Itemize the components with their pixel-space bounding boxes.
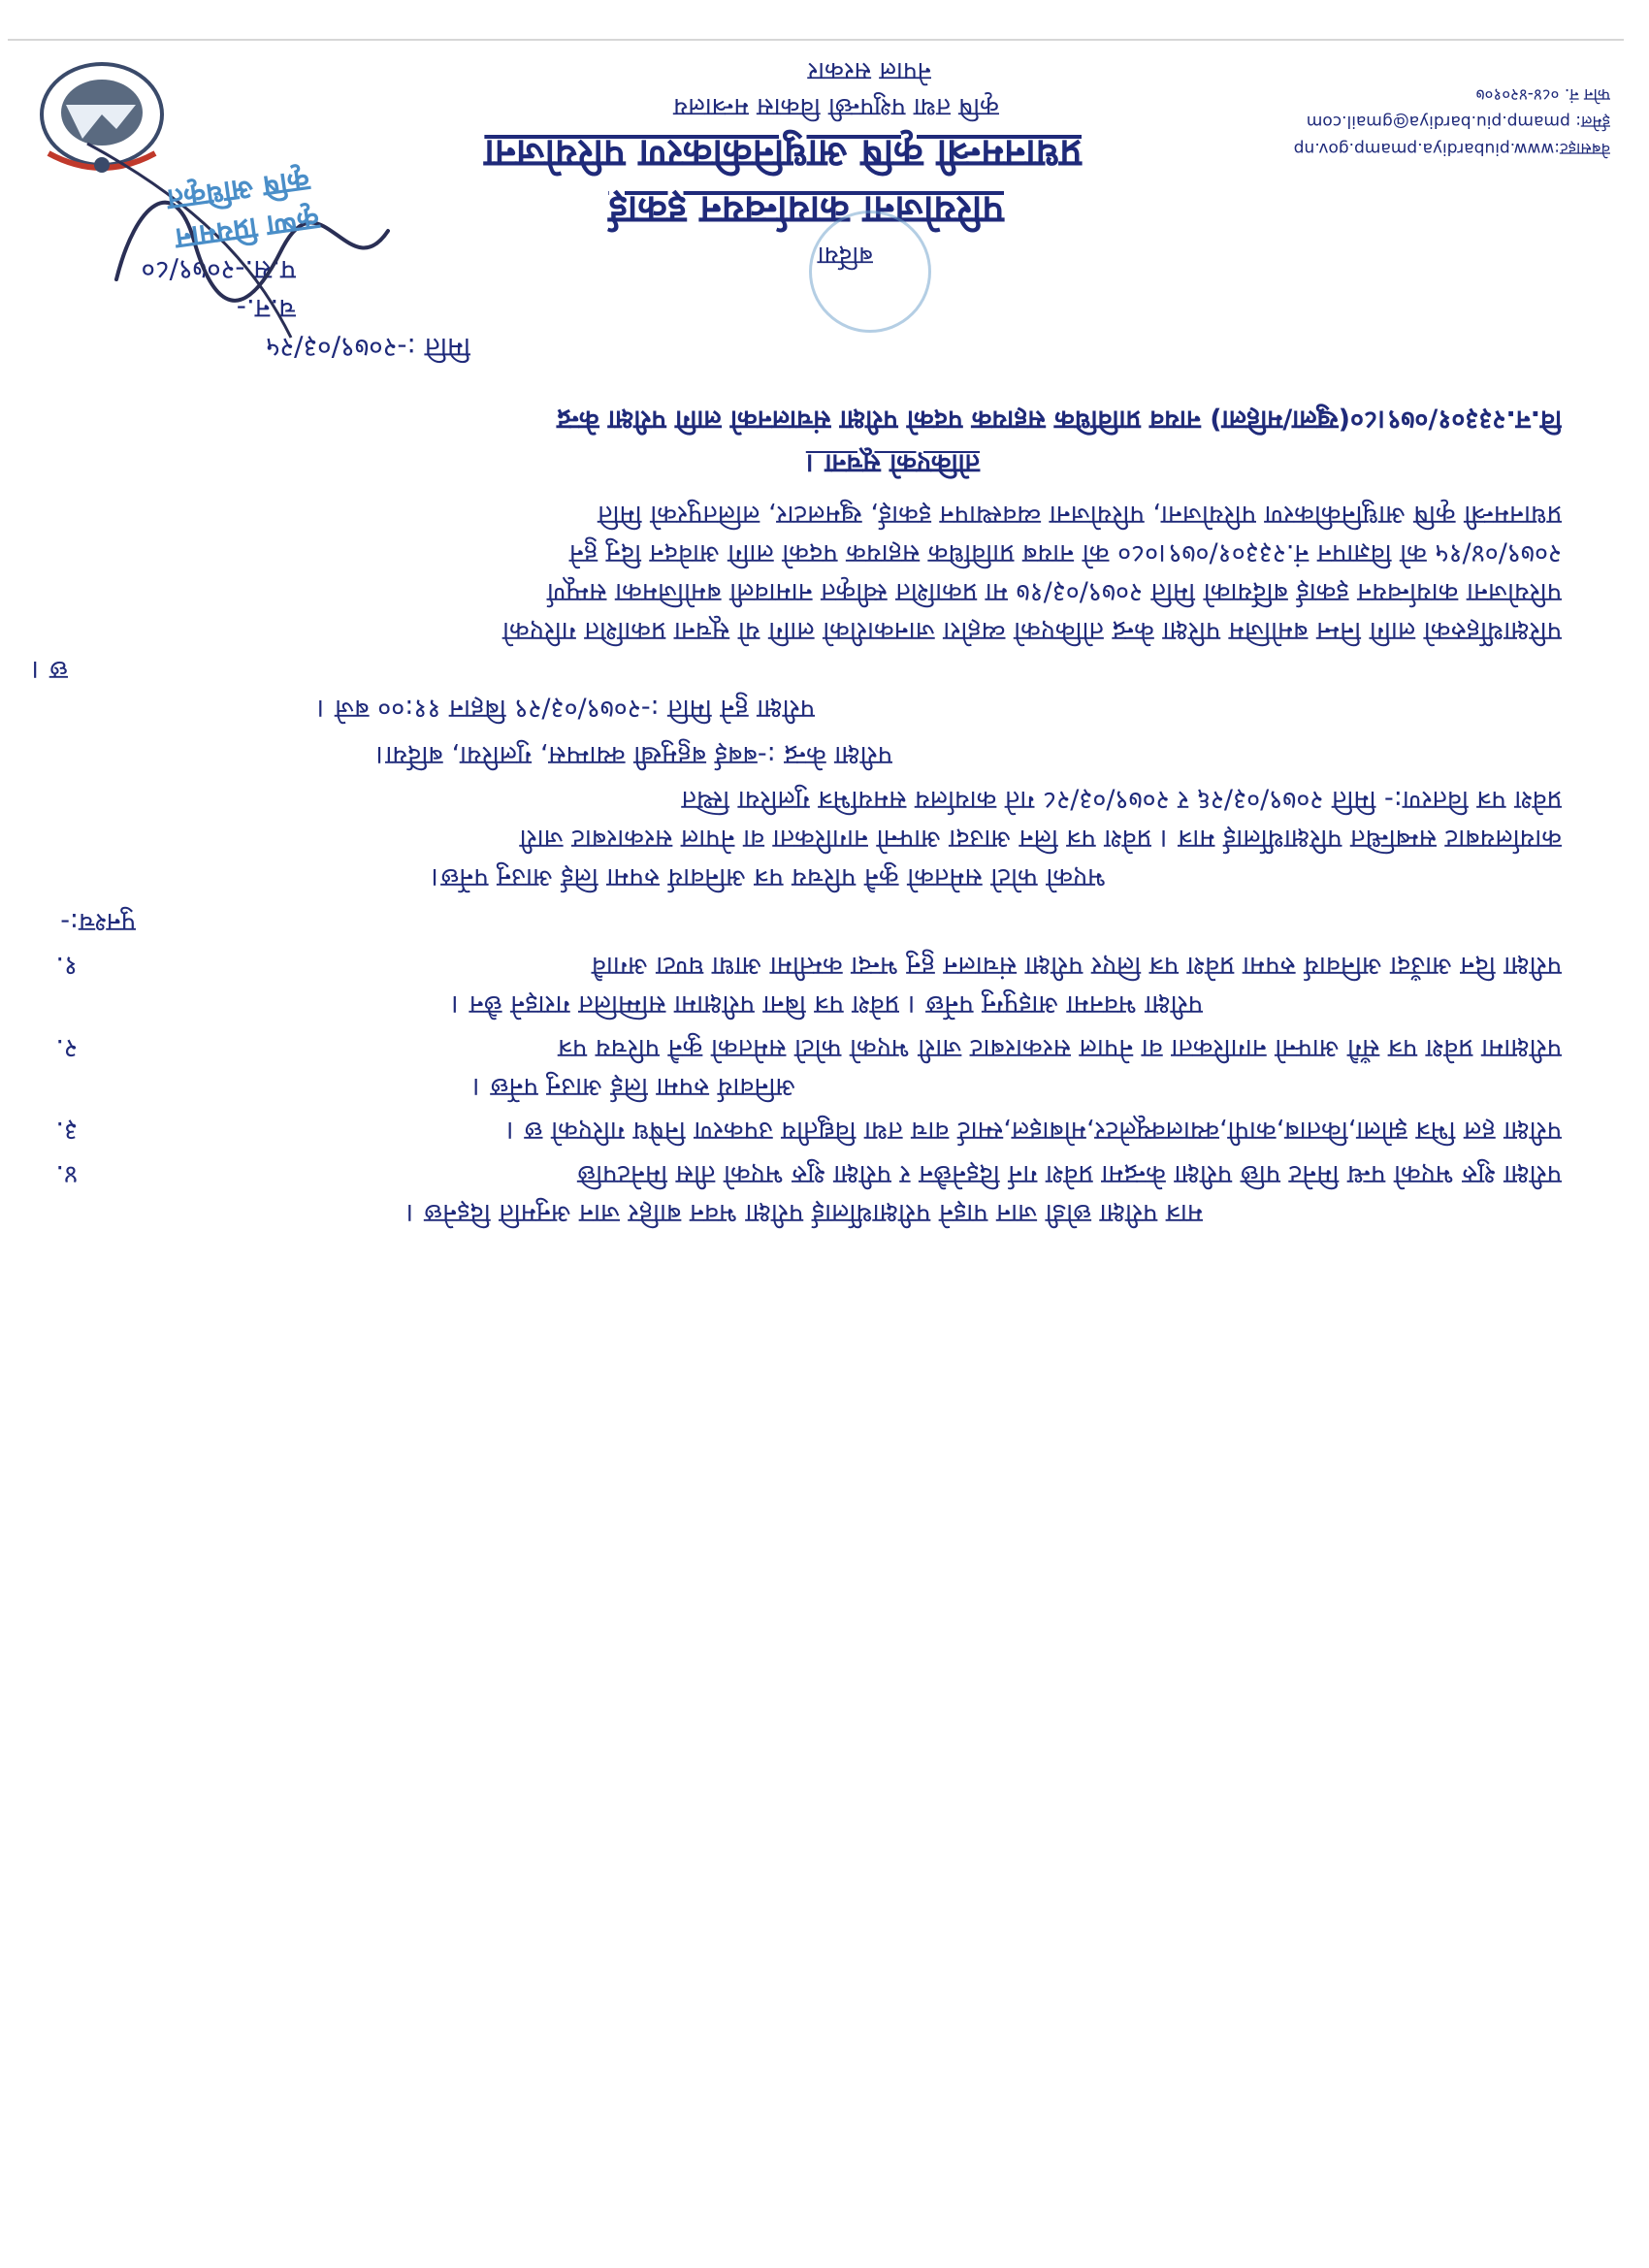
note-continuation: अनिवार्य रुपमा लिई आउनु पर्नेछ ।: [471, 1072, 795, 1102]
note-number: २.: [55, 1033, 78, 1063]
note-text: परीक्षा दिन आउँदा अनिवार्य रुपमा प्रवेश पत्र लिएर परीक्षा संचालन हुनु भन्दा कम्तीमा आधा घण्टा अगावै: [591, 951, 1562, 981]
note-text: परीक्षामा प्रवेश पत्र सँगै आफ्नो नागरिकता वा नेपाल सरकारबाट जारी भएको फोटो समेतको कुनै परिचय पत्र: [558, 1033, 1562, 1063]
note-text: परीक्षा हल भित्र झोला,किताब,कापी,क्यालक्यूलेटर,मोबाइल,स्मार्ट वाच तथा विद्युतीय उपकरण निषेध गरिएको छ ।: [505, 1116, 1562, 1146]
exam-date: परीक्षा हुने मिति :-२०७९/०३/२९ बिहान ११:०० बजे ।: [316, 694, 815, 724]
website-address: वेबसाइट:www.piubardiya.pmamp.gov.np: [1293, 139, 1610, 158]
note-number: ४.: [55, 1159, 78, 1189]
exam-center: परीक्षा केन्द्र :-बबई बहुमुखी क्याम्पस, गुलरिया, बर्दिया।: [375, 740, 892, 770]
email-address: ईमेल: pmamp.piu.bardiya@gmail.com: [1306, 112, 1610, 131]
location-label: बर्दिया: [817, 241, 873, 270]
admit-card-line: भएको फोटो समेतको कुनै परिचय पत्र अनिवार्य रुपमा लिई आउनु पर्नेछ।: [431, 862, 1106, 892]
signatory-name: कृष्ण प्रियमान: [173, 201, 322, 256]
notice-date: मिति :-२०७९/०३/२५: [266, 332, 470, 364]
office-stamp: [809, 211, 931, 333]
note-number: ३.: [55, 1116, 78, 1146]
signatory-designation: कृषि अधिकृत: [165, 162, 312, 217]
notes-heading: पुनश्च:-: [60, 907, 136, 937]
subject-line-1: वि.न.२३३०१/०७९।८०(खुला/महिला) नायव प्राविधिक सहायक पदको परीक्षा संचालनको लागि परीक्षा केन्द्र: [557, 405, 1562, 435]
ministry-label: कृषि तथा पशुपन्छी विकास मन्त्रालय: [673, 92, 999, 121]
body-line: छ ।: [31, 655, 68, 685]
header-divider: [8, 39, 1624, 41]
subject-line-2: तोकिएको सूचना ।: [805, 448, 980, 478]
note-text: परीक्षा शुरु भएको पन्ध मिनेट पछि परीक्षा केन्द्रमा प्रवेश गर्न दिइनेछैन र परीक्षा शुरु भएको तीस मिनेटपछि: [577, 1159, 1562, 1189]
note-number: १.: [55, 951, 78, 981]
admit-card-line: प्रवेश पत्र वितरण:- मिति २०७९/०३/२६ र २०७९/०३/२८ गते कार्यालय समयभित्र गुलरिया स्थित: [681, 785, 1562, 815]
reference-number: प.स.-२०७९/८०: [141, 254, 296, 286]
phone-number: फोन नं. ०८४-४२०१०७: [1475, 84, 1610, 104]
admit-card-line: कार्यालयबाट सम्बन्धित परिक्षार्थीलाई मात्र । प्रवेश पत्र लिन आउदा आफ्नो नागरिकता वा नेपाल सरकारबाट जारी: [519, 824, 1562, 854]
note-continuation: मात्र परीक्षा छोडी जान पाइने परीक्षार्थीलाई परीक्षा भवन बाहिर जान अनुमति दिइनेछ ।: [405, 1198, 1203, 1228]
unit-title: परियोजना कार्यान्वयन इकाई: [608, 187, 1004, 232]
dispatch-number: च.न.-: [236, 293, 296, 325]
project-title: प्रधानमन्त्री कृषि आधुनिकीकरण परियोजना: [484, 131, 1082, 176]
body-line: परिक्षार्थीहरुको लागि निम्न बमोजिम परिक्षा केन्द्र तोकिएको व्यहोरा जानकारीको लागि यो सूचना प्रकाशित गरिएको: [502, 616, 1562, 646]
body-line: परियोजना कार्यान्वयन इकाई बर्दियाको मिति २०७९/०३/१७ मा प्रकाशित स्वीकृत नामावली बमोजिमका सम्पूर्ण: [546, 577, 1562, 607]
body-line: प्रधानमन्त्री कृषि आधुनिकीकरण परियोजना, परियोजना व्यवस्थापन इकाई, खुमलटार, ललितपुरको मिति: [598, 500, 1562, 530]
note-continuation: परीक्षा भवनमा आइपुग्नु पर्नेछ । प्रवेश पत्र बिना परीक्षामा सम्मिलित गराइने छैन ।: [450, 989, 1203, 1020]
government-label: नेपाल सरकार: [807, 56, 931, 85]
body-line: २०७९/०४/१५ को विज्ञापन नं.२३३०१/०७९।०८० को नायब प्राविधिक सहायक पदको लागि आवेदन दिनु हुने: [568, 538, 1562, 568]
